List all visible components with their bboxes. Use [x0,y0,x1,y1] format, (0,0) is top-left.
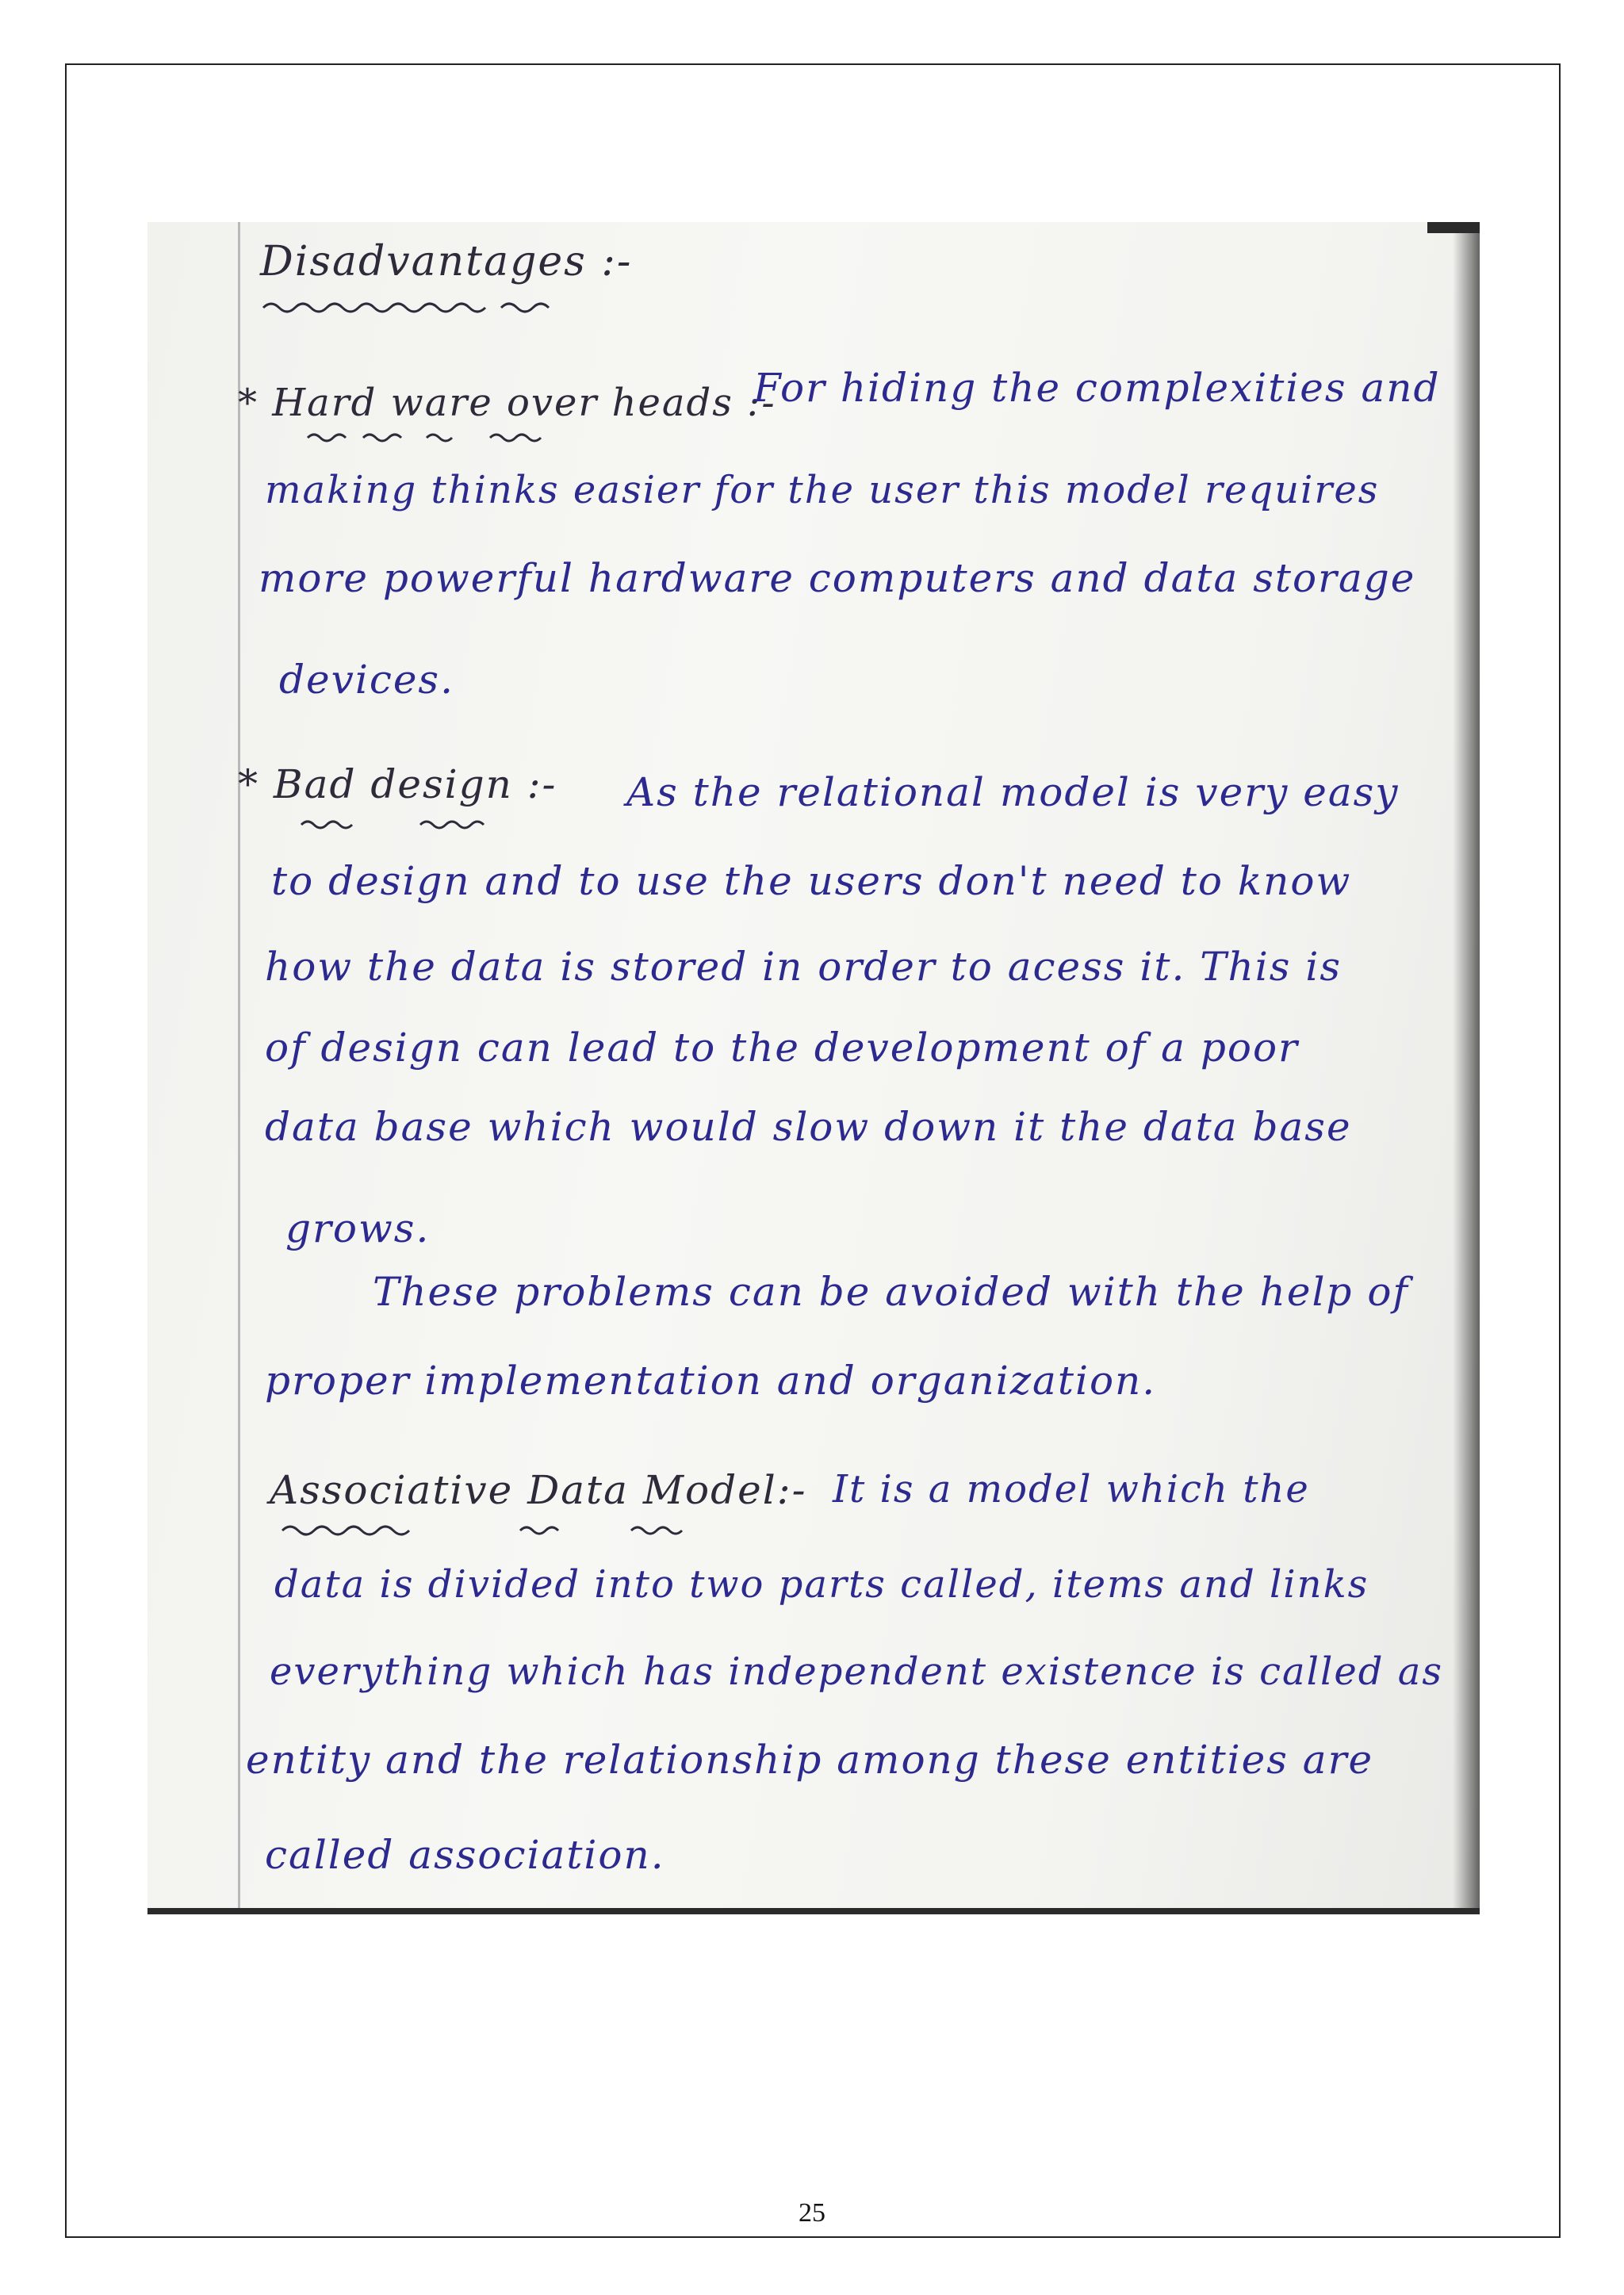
heading-underline [263,300,549,317]
label-underline [308,430,672,446]
note-line: entity and the relationship among these entities are [246,1737,1374,1783]
label-underline [301,817,555,833]
paragraph-label: * Hard ware over heads :- [238,381,776,425]
photo-corner-mark [1427,222,1480,233]
note-line: making thinks easier for the user this model requires [265,468,1380,512]
note-line: called association. [265,1832,665,1878]
note-line: grows. [285,1205,431,1251]
notebook-margin-line [238,222,240,1913]
note-line: It is a model which the [833,1467,1310,1511]
note-line: These problems can be avoided with the help of [373,1269,1409,1315]
note-line: of design can lead to the development of a poor [265,1025,1299,1071]
page-number: 25 [799,2198,825,2228]
note-line: data base which would slow down it the data base [265,1104,1352,1150]
note-line: more powerful hardware computers and data storage [259,555,1416,601]
note-line: how the data is stored in order to acess it. This is [265,944,1342,990]
note-line: everything which has independent existence is called as [270,1649,1444,1694]
paragraph-label: * Bad design :- [238,761,557,807]
photo-edge-shadow [1453,222,1480,1913]
note-line: For hiding the complexities and [753,365,1441,411]
section-heading: Disadvantages :- [260,238,633,285]
note-line: data is divided into two parts called, items and links [274,1562,1369,1607]
photo-bottom-edge [147,1908,1480,1914]
note-line: proper implementation and organization. [265,1358,1157,1404]
paragraph-label: Associative Data Model:- [270,1467,807,1513]
note-line: to design and to use the users don't need to know [271,858,1352,904]
label-underline [282,1523,758,1538]
note-line: devices. [279,657,454,703]
note-line: As the relational model is very easy [626,769,1400,815]
